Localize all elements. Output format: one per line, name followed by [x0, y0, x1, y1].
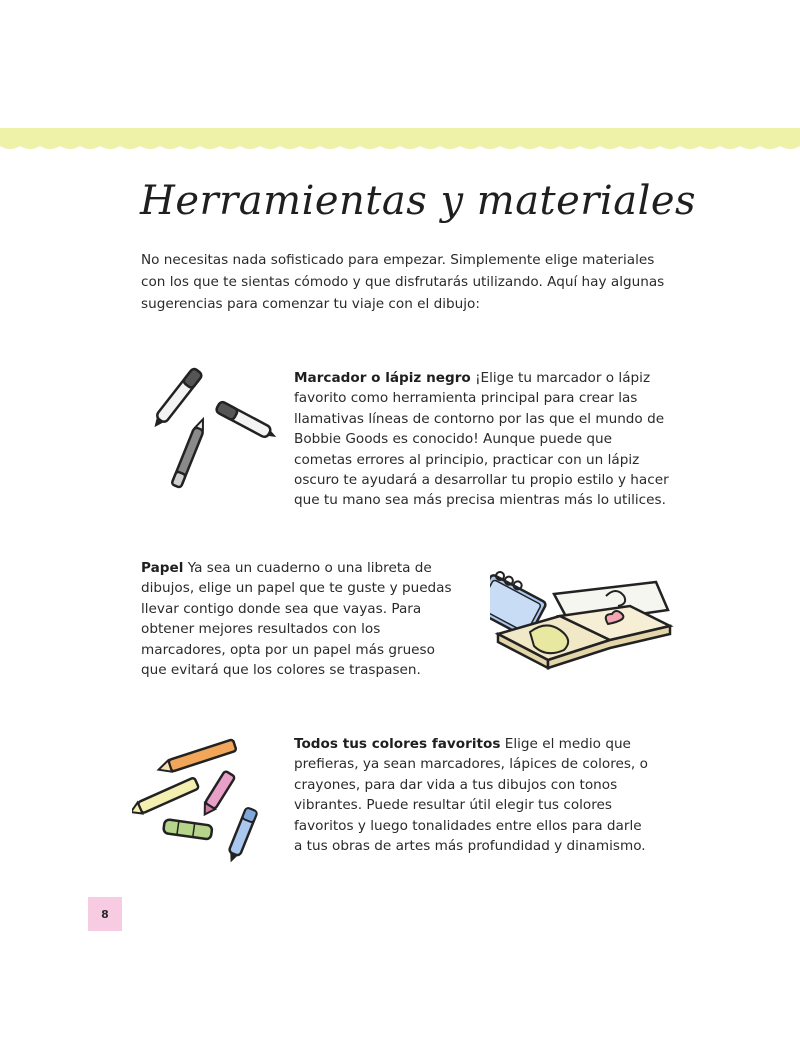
intro-paragraph: No necesitas nada sofisticado para empezar. Simplemente elige materiales con los que te sientas cómodo y que disfrutarás utilizando. Aquí hay algunas sugerencias para comenzar tu viaje con el dibujo: [141, 252, 665, 312]
section-markers-body: ¡Elige tu marcador o lápiz favorito como herramienta principal para crear las llamativas líneas de contorno por las que el mundo de Bobbie Goods es conocido! Aunque puede que cometas errores al principio, practicar con un lápiz oscuro te ayudará a desarrollar tu propio estilo y hacer que tu mano sea más precisa mientras más lo utilices. [294, 370, 669, 509]
section-markers-heading: Marcador o lápiz negro [294, 370, 471, 386]
section-paper [141, 558, 461, 680]
page-title: Herramientas y materiales [140, 178, 697, 224]
page-number-badge: 8 [88, 897, 122, 931]
section-colors [294, 734, 654, 856]
markers-icon [150, 362, 280, 501]
section-colors-heading: Todos tus colores favoritos [294, 736, 501, 752]
color-pencils-icon [132, 730, 272, 869]
sketchbook-icon [490, 552, 675, 676]
section-colors-body: Elige el medio que prefieras, ya sean marcadores, lápices de colores, o crayones, para dar vida a tus dibujos con tonos vibrantes. Puede resultar útil elegir tus colores favoritos y luego tonalidades entre ellos para darle a tus obras de artes más profundidad y dinamismo. [294, 736, 648, 855]
section-paper-heading: Papel [141, 560, 184, 576]
section-markers [294, 368, 669, 511]
top-banner [0, 128, 800, 154]
section-paper-body: Ya sea un cuaderno o una libreta de dibujos, elige un papel que te guste y puedas llevar contigo donde sea que vayas. Para obtener mejores resultados con los marcadores, opta por un papel más grueso que evitará que los colores se traspasen. [141, 560, 452, 679]
